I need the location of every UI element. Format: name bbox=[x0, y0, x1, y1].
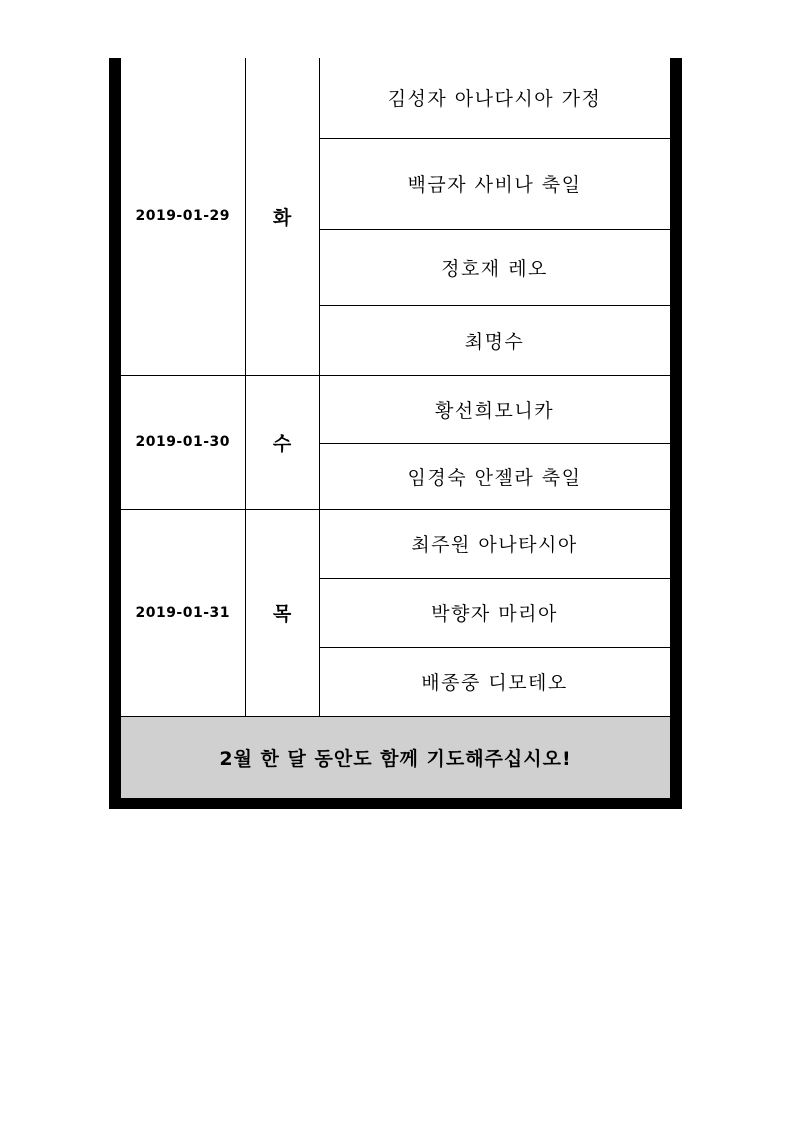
name-cell: 정호재 레오 bbox=[319, 229, 670, 305]
name-cell: 배종중 디모테오 bbox=[319, 647, 670, 716]
name-cell: 박향자 마리아 bbox=[319, 578, 670, 647]
weekday-cell: 화 bbox=[245, 58, 319, 375]
table-row bbox=[121, 509, 670, 578]
prayer-schedule-table bbox=[121, 58, 671, 717]
table-row bbox=[121, 375, 670, 443]
date-cell: 2019-01-30 bbox=[121, 375, 245, 509]
name-cell: 황선희모니카 bbox=[319, 375, 670, 443]
name-cell: 최주원 아나타시아 bbox=[319, 509, 670, 578]
name-cell: 백금자 사비나 축일 bbox=[319, 138, 670, 229]
schedule-inner bbox=[121, 58, 670, 798]
table-row bbox=[121, 58, 670, 138]
name-cell: 임경숙 안젤라 축일 bbox=[319, 443, 670, 509]
weekday-cell: 수 bbox=[245, 375, 319, 509]
weekday-cell: 목 bbox=[245, 509, 319, 716]
name-cell: 김성자 아나다시아 가정 bbox=[319, 58, 670, 138]
footer-banner bbox=[121, 716, 670, 798]
schedule-frame bbox=[109, 58, 682, 809]
date-cell: 2019-01-31 bbox=[121, 509, 245, 716]
footer-message: 2월 한 달 동안도 함께 기도해주십시오! bbox=[219, 748, 572, 770]
name-cell: 최명수 bbox=[319, 305, 670, 375]
date-cell: 2019-01-29 bbox=[121, 58, 245, 375]
